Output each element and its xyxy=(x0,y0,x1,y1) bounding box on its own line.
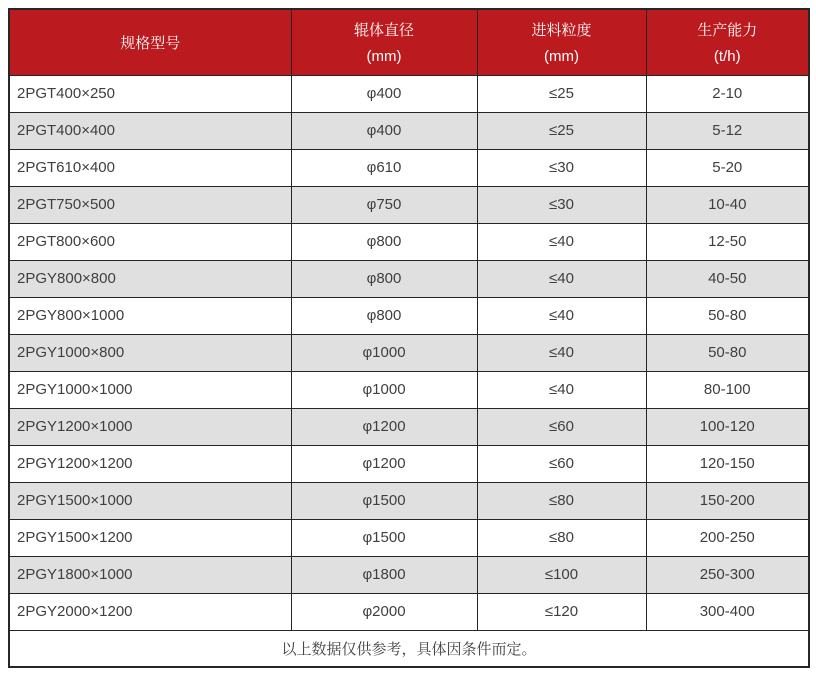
cell-roller-diameter: φ1000 xyxy=(291,371,477,408)
col-header-feed-size-content xyxy=(478,10,646,75)
cell-feed-size: ≤40 xyxy=(477,334,646,371)
col-header-roller-diameter-label: 辊体直径 xyxy=(353,22,414,40)
cell-capacity: 300-400 xyxy=(646,593,809,630)
cell-roller-diameter: φ610 xyxy=(291,149,477,186)
col-header-capacity-unit: (t/h) xyxy=(713,48,741,66)
cell-roller-diameter: φ400 xyxy=(291,75,477,112)
col-header-capacity xyxy=(646,9,809,75)
cell-roller-diameter: φ1500 xyxy=(291,519,477,556)
cell-feed-size: ≤80 xyxy=(477,482,646,519)
cell-feed-size: ≤40 xyxy=(477,260,646,297)
table-row xyxy=(9,112,809,149)
cell-capacity: 10-40 xyxy=(646,186,809,223)
cell-capacity: 5-20 xyxy=(646,149,809,186)
col-header-model-label: 规格型号 xyxy=(120,34,181,52)
table-row xyxy=(9,593,809,630)
cell-capacity: 5-12 xyxy=(646,112,809,149)
cell-feed-size: ≤40 xyxy=(477,223,646,260)
cell-capacity: 50-80 xyxy=(646,297,809,334)
table-row xyxy=(9,223,809,260)
col-header-model-content xyxy=(10,10,291,75)
table-row xyxy=(9,371,809,408)
col-header-feed-size xyxy=(477,9,646,75)
cell-capacity: 250-300 xyxy=(646,556,809,593)
col-header-roller-diameter-content xyxy=(292,10,477,75)
cell-capacity: 200-250 xyxy=(646,519,809,556)
cell-model: 2PGY800×1000 xyxy=(9,297,291,334)
cell-model: 2PGY1500×1200 xyxy=(9,519,291,556)
table-row xyxy=(9,297,809,334)
table-row xyxy=(9,334,809,371)
cell-feed-size: ≤25 xyxy=(477,112,646,149)
table-row xyxy=(9,482,809,519)
cell-feed-size: ≤30 xyxy=(477,186,646,223)
col-header-roller-diameter-unit: (mm) xyxy=(366,48,402,66)
cell-roller-diameter: φ800 xyxy=(291,260,477,297)
cell-feed-size: ≤120 xyxy=(477,593,646,630)
table-row xyxy=(9,149,809,186)
cell-feed-size: ≤100 xyxy=(477,556,646,593)
table-row xyxy=(9,260,809,297)
cell-model: 2PGY1200×1200 xyxy=(9,445,291,482)
cell-roller-diameter: φ1000 xyxy=(291,334,477,371)
cell-feed-size: ≤60 xyxy=(477,408,646,445)
cell-model: 2PGY1000×800 xyxy=(9,334,291,371)
cell-roller-diameter: φ800 xyxy=(291,297,477,334)
cell-capacity: 80-100 xyxy=(646,371,809,408)
cell-model: 2PGT400×250 xyxy=(9,75,291,112)
cell-capacity: 120-150 xyxy=(646,445,809,482)
table-row xyxy=(9,519,809,556)
col-header-feed-size-unit: (mm) xyxy=(544,48,579,66)
cell-feed-size: ≤40 xyxy=(477,297,646,334)
col-header-feed-size-label: 进料粒度 xyxy=(531,22,592,40)
table-footer xyxy=(9,630,809,667)
cell-model: 2PGY1800×1000 xyxy=(9,556,291,593)
cell-model: 2PGY1500×1000 xyxy=(9,482,291,519)
table-body xyxy=(9,75,809,630)
cell-roller-diameter: φ1500 xyxy=(291,482,477,519)
cell-model: 2PGY1000×1000 xyxy=(9,371,291,408)
cell-feed-size: ≤30 xyxy=(477,149,646,186)
cell-capacity: 2-10 xyxy=(646,75,809,112)
table-row xyxy=(9,445,809,482)
cell-capacity: 40-50 xyxy=(646,260,809,297)
col-header-capacity-label: 生产能力 xyxy=(697,22,758,40)
table-header xyxy=(9,9,809,75)
cell-feed-size: ≤60 xyxy=(477,445,646,482)
cell-model: 2PGY800×800 xyxy=(9,260,291,297)
cell-model: 2PGY1200×1000 xyxy=(9,408,291,445)
cell-feed-size: ≤80 xyxy=(477,519,646,556)
cell-model: 2PGT610×400 xyxy=(9,149,291,186)
cell-feed-size: ≤40 xyxy=(477,371,646,408)
cell-roller-diameter: φ2000 xyxy=(291,593,477,630)
header-row xyxy=(9,9,809,75)
cell-capacity: 12-50 xyxy=(646,223,809,260)
cell-capacity: 100-120 xyxy=(646,408,809,445)
cell-roller-diameter: φ750 xyxy=(291,186,477,223)
col-header-capacity-content xyxy=(647,10,809,75)
cell-model: 2PGT750×500 xyxy=(9,186,291,223)
cell-roller-diameter: φ1800 xyxy=(291,556,477,593)
cell-model: 2PGY2000×1200 xyxy=(9,593,291,630)
col-header-roller-diameter xyxy=(291,9,477,75)
cell-roller-diameter: φ800 xyxy=(291,223,477,260)
footer-row xyxy=(9,630,809,667)
footer-note: 以上数据仅供参考，具体因条件而定。 xyxy=(9,630,809,667)
cell-capacity: 50-80 xyxy=(646,334,809,371)
table-row xyxy=(9,75,809,112)
table-row xyxy=(9,556,809,593)
cell-capacity: 150-200 xyxy=(646,482,809,519)
cell-feed-size: ≤25 xyxy=(477,75,646,112)
cell-roller-diameter: φ400 xyxy=(291,112,477,149)
cell-roller-diameter: φ1200 xyxy=(291,408,477,445)
spec-table xyxy=(8,8,810,668)
table-row xyxy=(9,408,809,445)
table-row xyxy=(9,186,809,223)
cell-roller-diameter: φ1200 xyxy=(291,445,477,482)
col-header-model xyxy=(9,9,291,75)
cell-model: 2PGT400×400 xyxy=(9,112,291,149)
cell-model: 2PGT800×600 xyxy=(9,223,291,260)
